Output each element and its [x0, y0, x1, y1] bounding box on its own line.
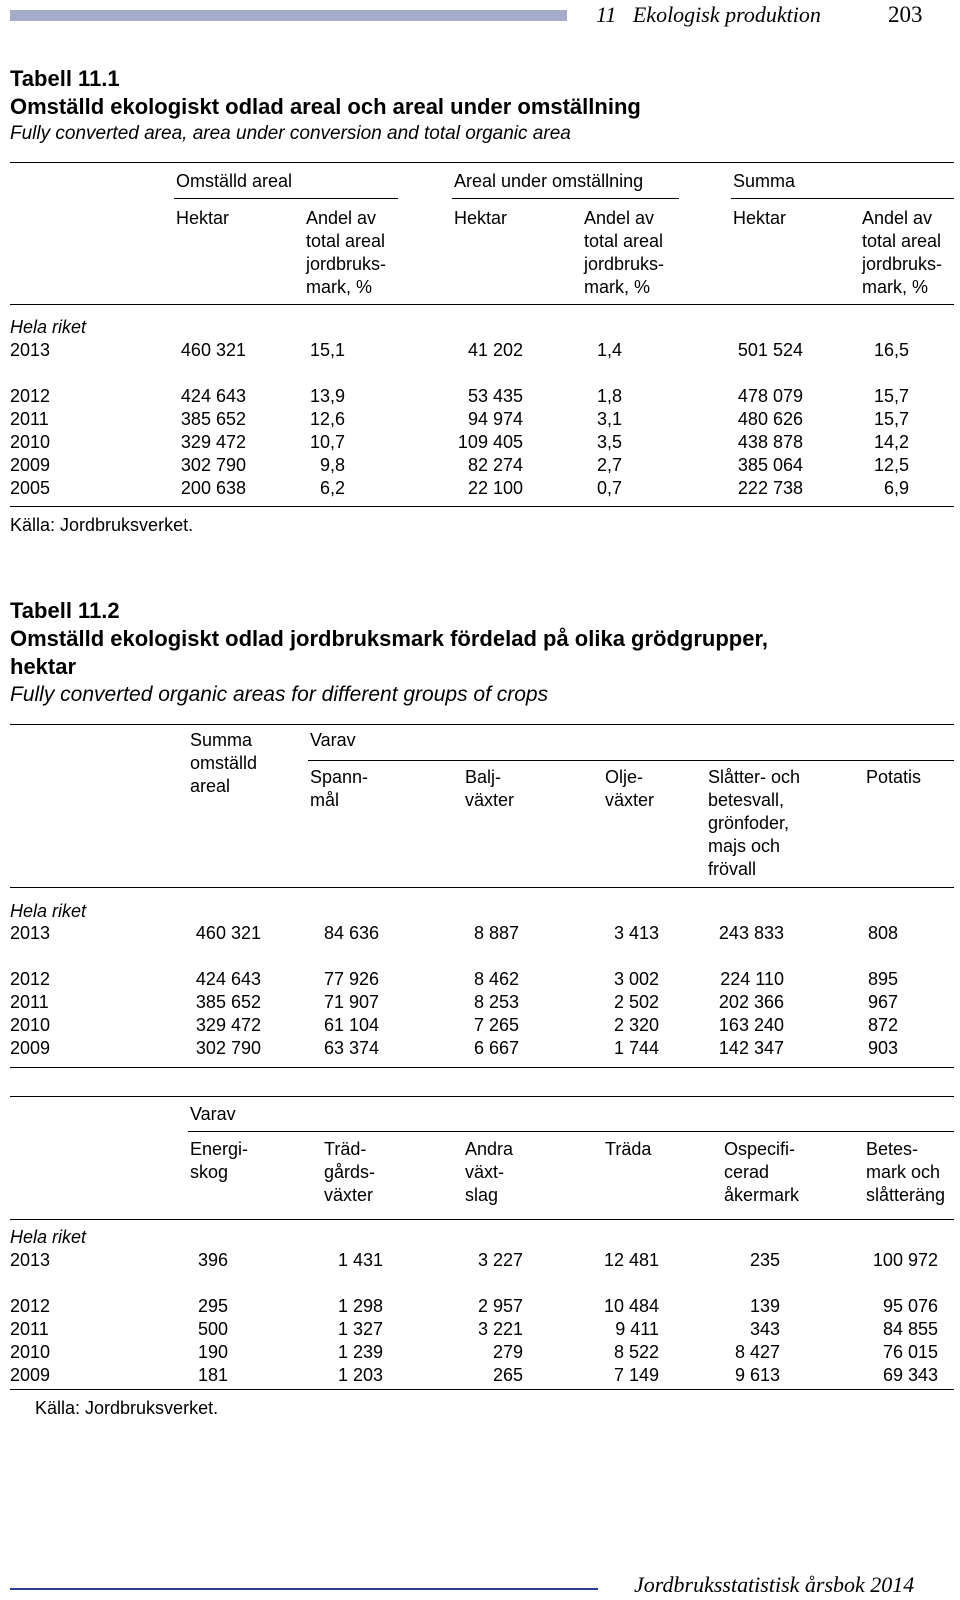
table2-cell-potatis: 895: [867, 969, 898, 989]
table1-cell-summa-hektar: 385 064: [737, 455, 803, 475]
table1-group-summa: Summa: [733, 171, 796, 191]
table1-cell-summa-andel: 15,7: [873, 409, 909, 429]
table2-title-line1: Omställd ekologiskt odlad jordbruksmark fördelad på olika grödgrupper,: [10, 626, 768, 651]
table1-cell-omstallning-hektar: 109 405: [457, 432, 523, 452]
table2-cell-oljevaxter: 1 744: [613, 1038, 659, 1058]
table2-header-rule: [10, 887, 954, 888]
table2-col-summa-line: Summa: [190, 730, 253, 750]
table1-cell-omstalld-andel: 12,6: [309, 409, 345, 429]
table1-cell-year: 2005: [10, 478, 51, 498]
table2-col-header-line: Spann-: [310, 767, 369, 787]
table2-part2-cell-betesmark: 100 972: [872, 1250, 938, 1270]
table2-col-header-line: mål: [310, 790, 340, 810]
chapter-title: 11 Ekologisk produktion: [596, 2, 821, 27]
table2-part2-cell-energiskog: 396: [197, 1250, 228, 1270]
table1-title: Omställd ekologiskt odlad areal och areal under omställning: [10, 94, 641, 119]
table1-cell-summa-hektar: 438 878: [737, 432, 803, 452]
table1-group-omstalld: Omställd areal: [176, 171, 293, 191]
table2-part2-region: Hela riket: [10, 1227, 87, 1247]
table1-label: Tabell 11.1: [10, 66, 120, 91]
table2-part2-col-header-line: Betes-: [866, 1139, 919, 1159]
table2-cell-oljevaxter: 3 413: [613, 923, 659, 943]
table1-col-andel-line: mark, %: [862, 277, 929, 297]
table2-part2-header-rule: [10, 1219, 954, 1220]
table1-col-andel-line: jordbruks-: [862, 254, 943, 274]
table2-cell-spannmal: 84 636: [323, 923, 379, 943]
table1-group-rule-2: [452, 198, 679, 199]
table2-part2-cell-ospecificerad: 343: [749, 1319, 780, 1339]
table2-subtitle: Fully converted organic areas for different groups of crops: [10, 683, 549, 706]
table1-cell-omstallning-andel: 1,4: [596, 340, 622, 360]
table1-cell-year: 2012: [10, 386, 51, 406]
table1-cell-omstallning-andel: 1,8: [596, 386, 622, 406]
table2-part2-cell-trada: 8 522: [613, 1342, 659, 1362]
table2-col-summa-line: areal: [190, 776, 231, 796]
table2-part2-varav: Varav: [190, 1104, 236, 1124]
table1-cell-summa-andel: 14,2: [873, 432, 909, 452]
table1-cell-summa-andel: 16,5: [873, 340, 909, 360]
table2-col-header-line: frövall: [708, 859, 757, 879]
table1-col-andel-line: mark, %: [306, 277, 373, 297]
table1-cell-omstallning-hektar: 94 974: [467, 409, 523, 429]
table2-part2-cell-tradgardsvaxter: 1 203: [337, 1365, 383, 1385]
table1-cell-year: 2010: [10, 432, 51, 452]
table1-cell-omstallning-hektar: 82 274: [467, 455, 523, 475]
table2-part2-cell-year: 2009: [10, 1365, 51, 1385]
table2-cell-slatter-betesvall: 142 347: [718, 1038, 784, 1058]
table2-part2-col-header-line: skog: [190, 1162, 229, 1182]
table2-cell-oljevaxter: 3 002: [613, 969, 659, 989]
table1-cell-omstallning-hektar: 41 202: [467, 340, 523, 360]
table1-subtitle: Fully converted area, area under conversion and total organic area: [10, 123, 571, 144]
book-title: Jordbruksstatistisk årsbok 2014: [634, 1572, 915, 1597]
table2-cell-year: 2012: [10, 969, 51, 989]
table1-cell-summa-andel: 12,5: [873, 455, 909, 475]
table2-cell-oljevaxter: 2 320: [613, 1015, 659, 1035]
table2-cell-spannmal: 61 104: [323, 1015, 379, 1035]
table2-part2-cell-betesmark: 95 076: [882, 1296, 938, 1316]
table1-col-andel-line: Andel av: [862, 208, 933, 228]
table1-top-rule: [10, 162, 954, 163]
table1-cell-omstalld-andel: 6,2: [319, 478, 345, 498]
table2-cell-summa: 302 790: [195, 1038, 261, 1058]
table2-part2-col-header-line: cerad: [724, 1162, 770, 1182]
table1-col-hektar: Hektar: [454, 208, 508, 228]
table2-title-line2: hektar: [10, 654, 77, 679]
table1-cell-omstalld-hektar: 385 652: [180, 409, 246, 429]
table2-col-header-line: Balj-: [465, 767, 502, 787]
table2-part2-cell-tradgardsvaxter: 1 431: [337, 1250, 383, 1270]
table2-part2-col-header-line: slag: [465, 1185, 499, 1205]
table1-header-rule: [10, 304, 954, 305]
table1-col-andel-line: total areal: [862, 231, 942, 251]
table1-col-hektar: Hektar: [733, 208, 787, 228]
header-bar: [10, 10, 567, 21]
table1-cell-omstalld-andel: 10,7: [309, 432, 345, 452]
table2-cell-baljvaxter: 6 667: [473, 1038, 519, 1058]
table2-cell-summa: 424 643: [195, 969, 261, 989]
table2-col-header-line: majs och: [708, 836, 781, 856]
table2-part2-cell-andra-vaxtslag: 279: [492, 1342, 523, 1362]
table2-part2-col-header-line: Andra: [465, 1139, 514, 1159]
table1-col-andel-line: jordbruks-: [584, 254, 665, 274]
table1-cell-summa-andel: 6,9: [883, 478, 909, 498]
table1-group-rule-3: [731, 198, 954, 199]
table1-col-andel-line: Andel av: [306, 208, 377, 228]
table2-col-header-line: Slåtter- och: [708, 767, 801, 787]
table2-source: Källa: Jordbruksverket.: [35, 1398, 219, 1418]
table2-part2-cell-energiskog: 295: [197, 1296, 228, 1316]
table2-part2-cell-ospecificerad: 235: [749, 1250, 780, 1270]
table2-part2-col-header-line: åkermark: [724, 1185, 800, 1205]
table2-part2-cell-andra-vaxtslag: 2 957: [477, 1296, 523, 1316]
table2-cell-year: 2013: [10, 923, 51, 943]
footer-bar: [10, 1588, 598, 1590]
table2-part2-cell-energiskog: 181: [197, 1365, 228, 1385]
table2-varav: Varav: [310, 730, 356, 750]
table2-part2-cell-year: 2011: [10, 1319, 49, 1339]
table2-cell-baljvaxter: 7 265: [473, 1015, 519, 1035]
table2-cell-year: 2010: [10, 1015, 51, 1035]
table2-col-header-line: Olje-: [605, 767, 644, 787]
table2-part2-col-header-line: Träda: [605, 1139, 652, 1159]
table1-cell-omstalld-hektar: 329 472: [180, 432, 246, 452]
table2-part2-col-header-line: växter: [324, 1185, 374, 1205]
table1-cell-omstalld-andel: 15,1: [309, 340, 345, 360]
table1-cell-year: 2013: [10, 340, 51, 360]
table1-cell-summa-hektar: 480 626: [737, 409, 803, 429]
table2-cell-baljvaxter: 8 462: [473, 969, 519, 989]
table2-cell-spannmal: 63 374: [323, 1038, 379, 1058]
table1-cell-omstallning-andel: 3,1: [596, 409, 622, 429]
table2-cell-year: 2009: [10, 1038, 51, 1058]
table1-col-andel-line: total areal: [584, 231, 664, 251]
table2-part2-varav-rule: [188, 1131, 954, 1132]
table2-cell-slatter-betesvall: 163 240: [718, 1015, 784, 1035]
table1-cell-omstallning-hektar: 53 435: [467, 386, 523, 406]
table1-cell-omstallning-andel: 2,7: [596, 455, 622, 475]
table2-varav-rule: [308, 760, 954, 761]
table2-cell-baljvaxter: 8 887: [473, 923, 519, 943]
table2-part2-cell-year: 2012: [10, 1296, 51, 1316]
table2-part2-cell-year: 2010: [10, 1342, 51, 1362]
table2-part2-cell-trada: 9 411: [615, 1319, 659, 1339]
table2-cell-slatter-betesvall: 243 833: [718, 923, 784, 943]
table1-cell-year: 2011: [10, 409, 49, 429]
table2-cell-slatter-betesvall: 202 366: [718, 992, 784, 1012]
table1-cell-omstallning-andel: 3,5: [596, 432, 622, 452]
table2-cell-summa: 329 472: [195, 1015, 261, 1035]
table1-bottom-rule: [10, 506, 954, 507]
table2-part2-col-header-line: Ospecifi-: [724, 1139, 796, 1159]
table1-region: Hela riket: [10, 317, 87, 337]
table2-col-header-line: växter: [605, 790, 655, 810]
table2-part2-bottom-rule: [10, 1389, 954, 1390]
table2-col-header-line: betesvall,: [708, 790, 785, 810]
table2-part2-cell-ospecificerad: 8 427: [734, 1342, 780, 1362]
table2-cell-baljvaxter: 8 253: [473, 992, 519, 1012]
table2-cell-summa: 460 321: [195, 923, 261, 943]
table1-cell-summa-andel: 15,7: [873, 386, 909, 406]
table2-part2-top-rule: [10, 1096, 954, 1097]
table2-cell-potatis: 808: [867, 923, 898, 943]
table1-cell-summa-hektar: 501 524: [737, 340, 803, 360]
table1-cell-omstalld-andel: 13,9: [309, 386, 345, 406]
table1-cell-omstallning-hektar: 22 100: [467, 478, 523, 498]
table2-col-summa-line: omställd: [190, 753, 258, 773]
table1-col-andel-line: total areal: [306, 231, 386, 251]
table1-cell-summa-hektar: 478 079: [737, 386, 803, 406]
table2-part2-cell-ospecificerad: 9 613: [734, 1365, 780, 1385]
table2-cell-slatter-betesvall: 224 110: [720, 969, 784, 989]
table2-part2-cell-andra-vaxtslag: 265: [492, 1365, 523, 1385]
table2-col-header-line: växter: [465, 790, 515, 810]
table2-cell-potatis: 903: [867, 1038, 898, 1058]
table2-part2-cell-betesmark: 76 015: [882, 1342, 938, 1362]
table2-part2-cell-andra-vaxtslag: 3 221: [477, 1319, 523, 1339]
table1-cell-omstallning-andel: 0,7: [596, 478, 622, 498]
table2-cell-spannmal: 77 926: [323, 969, 379, 989]
table2-part2-col-header-line: slåtteräng: [866, 1185, 946, 1205]
table1-cell-omstalld-hektar: 302 790: [180, 455, 246, 475]
table2-cell-spannmal: 71 907: [323, 992, 379, 1012]
table2-part2-cell-trada: 12 481: [603, 1250, 659, 1270]
table2-col-header-line: grönfoder,: [708, 813, 790, 833]
table2-cell-oljevaxter: 2 502: [613, 992, 659, 1012]
table1-col-andel-line: mark, %: [584, 277, 651, 297]
table1-cell-year: 2009: [10, 455, 51, 475]
table2-part2-col-header-line: gårds-: [324, 1162, 376, 1182]
table1-source: Källa: Jordbruksverket.: [10, 515, 194, 535]
table2-part2-cell-betesmark: 84 855: [882, 1319, 938, 1339]
table2-part2-col-header-line: mark och: [866, 1162, 941, 1182]
table2-cell-potatis: 967: [867, 992, 898, 1012]
table2-cell-summa: 385 652: [195, 992, 261, 1012]
table1-cell-summa-hektar: 222 738: [737, 478, 803, 498]
table2-part2-cell-tradgardsvaxter: 1 239: [337, 1342, 383, 1362]
table2-part2-cell-betesmark: 69 343: [882, 1365, 938, 1385]
table2-part2-cell-trada: 10 484: [603, 1296, 659, 1316]
table2-cell-potatis: 872: [867, 1015, 898, 1035]
table1-cell-omstalld-hektar: 200 638: [180, 478, 246, 498]
table1-group-omstallning: Areal under omställning: [454, 171, 644, 191]
table2-label: Tabell 11.2: [10, 598, 120, 623]
table2-cell-year: 2011: [10, 992, 49, 1012]
table2-part2-cell-tradgardsvaxter: 1 327: [337, 1319, 383, 1339]
table2-top-rule: [10, 724, 954, 725]
table2-part2-col-header-line: Energi-: [190, 1139, 249, 1159]
table2-part2-cell-energiskog: 190: [197, 1342, 228, 1362]
table1-cell-omstalld-hektar: 460 321: [180, 340, 246, 360]
table2-part2-cell-trada: 7 149: [613, 1365, 659, 1385]
page-number: 203: [888, 2, 923, 27]
table1-group-rule-1: [174, 198, 398, 199]
table2-part2-cell-energiskog: 500: [197, 1319, 228, 1339]
table2-part2-cell-tradgardsvaxter: 1 298: [337, 1296, 383, 1316]
table2-part2-cell-ospecificerad: 139: [749, 1296, 780, 1316]
table1-col-andel-line: Andel av: [584, 208, 655, 228]
table2-part1-bottom-rule: [10, 1067, 954, 1068]
table2-part2-cell-andra-vaxtslag: 3 227: [477, 1250, 523, 1270]
table1-cell-omstalld-andel: 9,8: [319, 455, 345, 475]
table1-col-hektar: Hektar: [176, 208, 230, 228]
table2-part2-col-header-line: växt-: [465, 1162, 505, 1182]
table1-cell-omstalld-hektar: 424 643: [180, 386, 246, 406]
table2-region: Hela riket: [10, 901, 87, 921]
table2-col-header-line: Potatis: [866, 767, 922, 787]
table1-col-andel-line: jordbruks-: [306, 254, 387, 274]
table2-part2-col-header-line: Träd-: [324, 1139, 367, 1159]
table2-part2-cell-year: 2013: [10, 1250, 51, 1270]
